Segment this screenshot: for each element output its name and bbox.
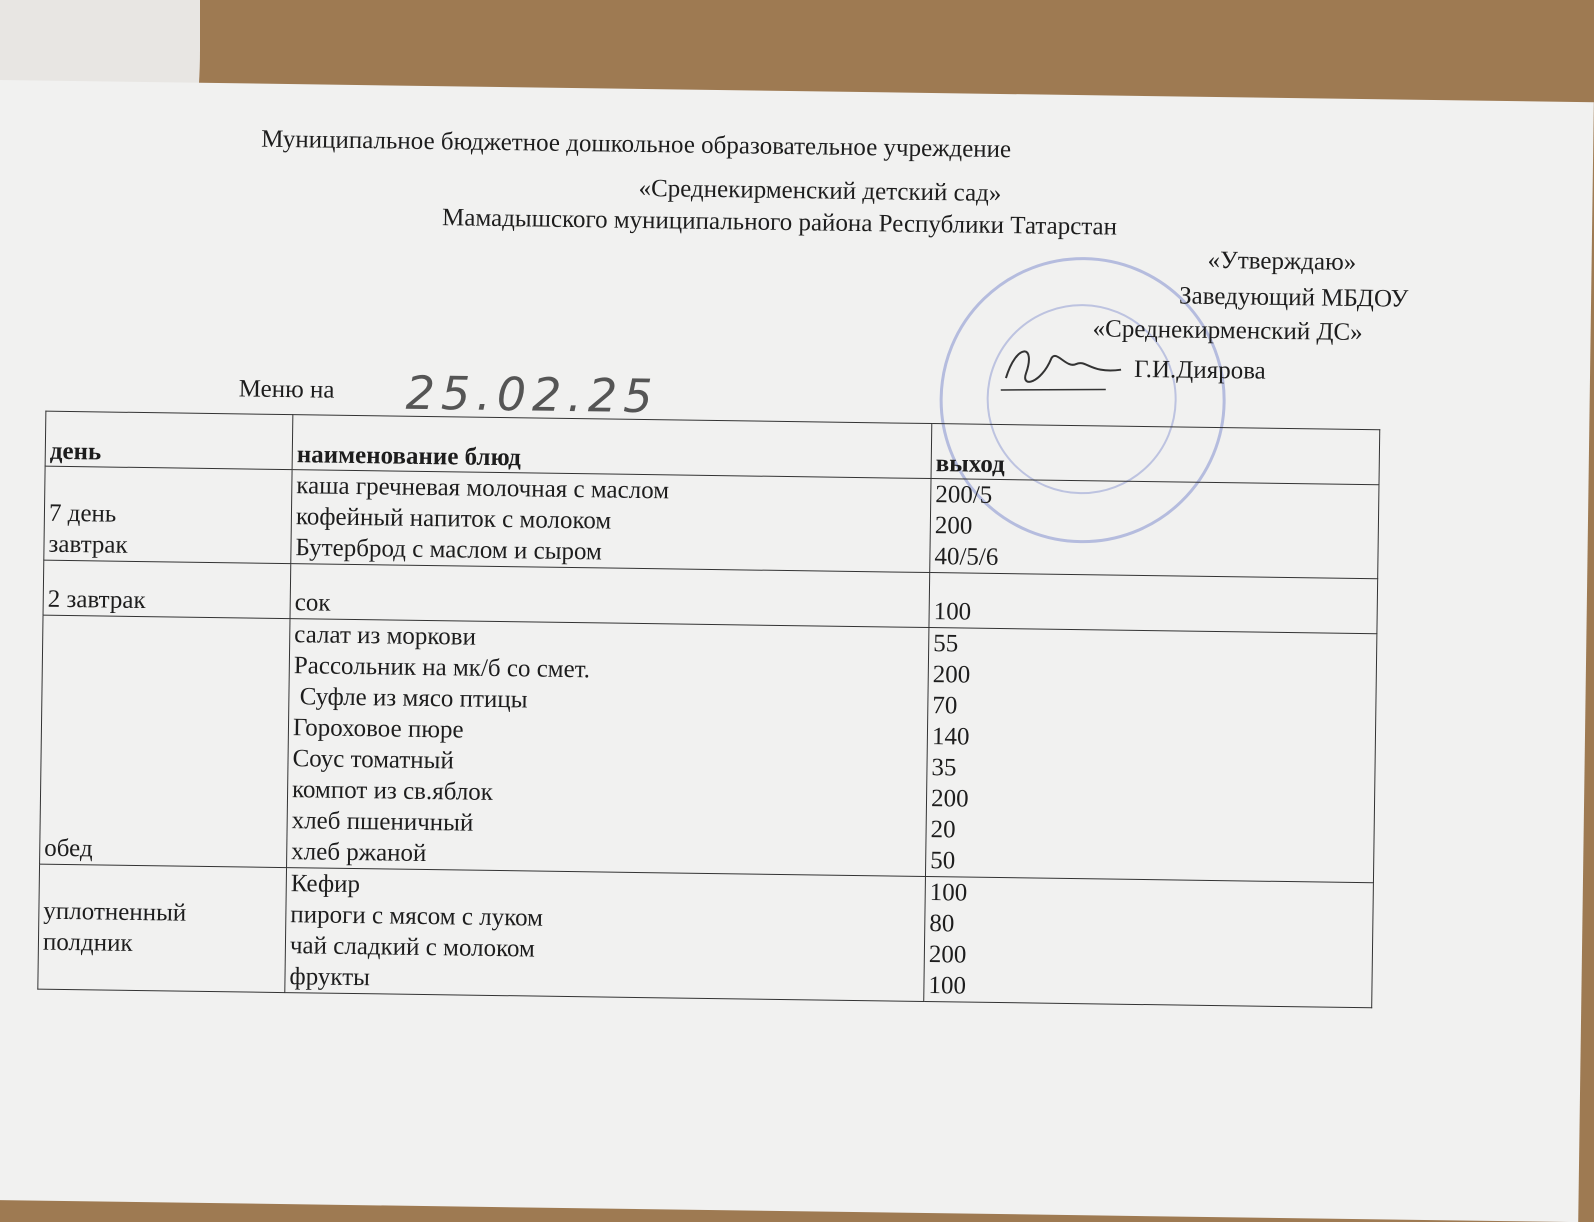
org-name-line2: «Среднекирменский детский сад» — [638, 174, 1002, 207]
dish-name: сок — [294, 589, 331, 617]
dish-name: хлеб пшеничный — [291, 807, 474, 837]
dish-yield: 55 — [933, 630, 959, 658]
dish-name: компот из св.яблок — [291, 776, 494, 806]
dish-name: Бутерброд с маслом и сыром — [295, 534, 603, 566]
org-name-line3: Мамадышского муниципального района Республики Татарстан — [441, 204, 1118, 241]
dish-yield: 140 — [931, 723, 970, 751]
dish-yield: 35 — [931, 754, 957, 782]
yield-cell — [930, 479, 1379, 579]
dish-yield: 80 — [929, 910, 955, 938]
menu-label: Меню на — [238, 375, 335, 404]
table-row — [40, 615, 1377, 883]
dish-yield: 50 — [930, 847, 956, 875]
header-dish: наименование блюд — [292, 415, 932, 479]
dish-name: Соус томатный — [292, 745, 455, 775]
meal-name: уплотненный — [43, 897, 187, 927]
yield-cell — [925, 628, 1376, 883]
dish-name: пироги с мясом с луком — [290, 901, 544, 932]
meal-name: 2 завтрак — [47, 585, 146, 615]
dishes-cell — [287, 619, 929, 877]
dish-yield: 200 — [930, 785, 969, 813]
yield-cell — [924, 876, 1374, 1007]
dish-name: каша гречневая молочная с маслом — [296, 472, 670, 505]
yield-cell — [929, 573, 1378, 634]
header-day: день — [45, 411, 293, 469]
dish-yield: 100 — [933, 598, 972, 626]
org-name-line1: Муниципальное бюджетное дошкольное образовательное учреждение — [261, 125, 1012, 164]
approval-org: «Среднекирменский ДС» — [1092, 315, 1363, 347]
dish-yield: 100 — [928, 972, 967, 1000]
table-row — [44, 466, 1379, 579]
dish-yield: 70 — [932, 692, 958, 720]
signature — [996, 338, 1127, 400]
document-page — [0, 80, 1594, 1222]
table-row — [38, 864, 1374, 1008]
dish-yield: 200 — [928, 941, 967, 969]
meal-cell — [40, 615, 290, 867]
dish-name: Рассольник на мк/б со смет. — [293, 652, 591, 684]
dish-yield: 20 — [930, 816, 956, 844]
approval-name: Г.И.Диярова — [1133, 355, 1266, 385]
dish-name: чай сладкий с молоком — [289, 932, 535, 963]
approval-title: «Утверждаю» — [1207, 246, 1357, 276]
menu-date: 25.02.25 — [405, 365, 659, 424]
dish-name: хлеб ржаной — [291, 838, 427, 868]
header-yield: выход — [931, 424, 1380, 485]
dishes-cell — [290, 564, 930, 628]
dishes-cell — [285, 868, 926, 1002]
dish-name: Гороховое пюре — [292, 714, 464, 744]
meal-name: обед — [44, 834, 93, 863]
dish-yield: 40/5/6 — [934, 543, 999, 571]
dish-name: кофейный напиток с молоком — [295, 503, 612, 535]
dish-yield: 200 — [932, 661, 971, 689]
dish-yield: 200 — [934, 512, 973, 540]
dish-name: салат из моркови — [294, 621, 477, 651]
meal-name: полдник — [42, 928, 133, 957]
dish-name: Кефир — [290, 870, 361, 899]
dishes-cell — [291, 470, 931, 573]
dish-yield: 100 — [929, 879, 968, 907]
meal-cell — [43, 560, 291, 618]
meal-name: 7 день — [48, 499, 117, 528]
dish-name: Суфле из мясо птицы — [293, 683, 528, 714]
dish-name: фрукты — [289, 963, 371, 992]
meal-cell — [44, 466, 292, 563]
meal-name: завтрак — [48, 530, 128, 559]
menu-table — [37, 411, 1380, 1009]
approval-position: Заведующий МБДОУ — [1178, 282, 1409, 313]
dish-yield: 200/5 — [935, 481, 993, 509]
meal-cell — [38, 864, 287, 992]
